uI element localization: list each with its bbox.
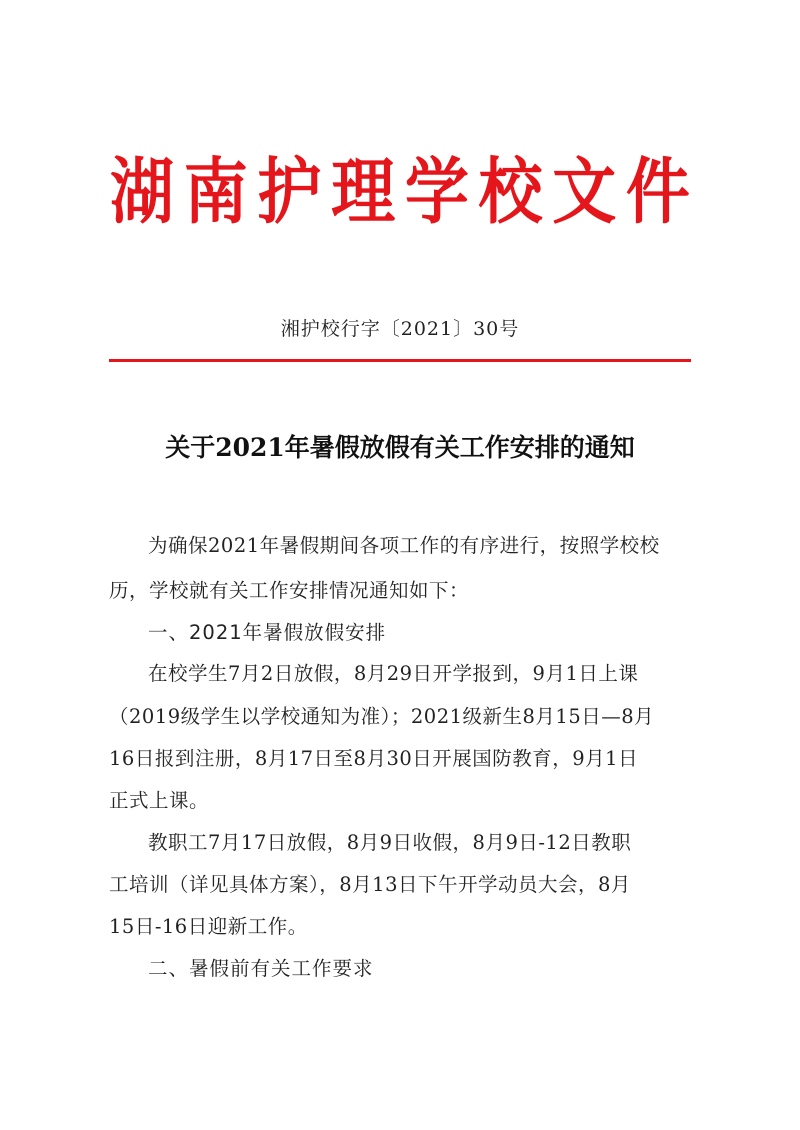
document-number: 湘护校行字〔2021〕30号 — [280, 318, 520, 340]
masthead-char: 湖 — [110, 150, 174, 235]
students-paragraph-line-4: 正式上课。 — [109, 789, 210, 812]
document-title: 关于2021年暑假放假有关工作安排的通知 — [165, 433, 635, 462]
students-paragraph-line-3: 16日报到注册，8月17日至8月30日开展国防教育，9月1日 — [109, 747, 639, 770]
section-2-heading: 二、暑假前有关工作要求 — [148, 957, 374, 980]
masthead-title — [110, 148, 690, 238]
intro-paragraph-line-2: 历，学校就有关工作安排情况通知如下： — [109, 579, 470, 602]
masthead-char: 校 — [478, 150, 543, 235]
staff-paragraph-line-2: 工培训（详见具体方案），8月13日下午开学动员大会，8月 — [109, 873, 631, 896]
section-1-heading: 一、2021年暑假放假安排 — [148, 621, 387, 644]
red-divider-rule — [109, 359, 691, 362]
students-paragraph-line-1: 在校学生7月2日放假，8月29日开学报到，9月1日上课 — [148, 662, 639, 685]
students-paragraph-line-2: （2019级学生以学校通知为准）；2021级新生8月15日—8月 — [109, 705, 655, 728]
staff-paragraph-line-3: 15日-16日迎新工作。 — [109, 915, 308, 938]
masthead-char: 理 — [331, 150, 396, 235]
masthead-char: 护 — [257, 150, 322, 235]
masthead-char: 件 — [625, 150, 690, 235]
masthead-char: 文 — [552, 150, 617, 235]
staff-paragraph-line-1: 教职工7月17日放假，8月9日收假，8月9日-12日教职 — [148, 831, 632, 854]
masthead-char: 南 — [183, 150, 248, 235]
masthead-char: 学 — [404, 150, 469, 235]
intro-paragraph-line-1: 为确保2021年暑假期间各项工作的有序进行，按照学校校 — [148, 534, 660, 557]
